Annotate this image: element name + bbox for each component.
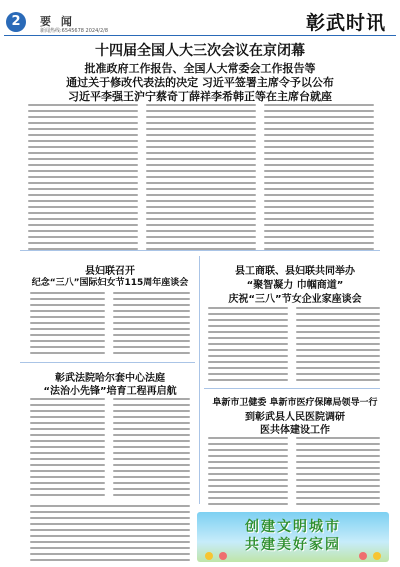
article-body [208,437,288,507]
article-divider [20,362,195,363]
article-title: 庆祝“三八”节女企业家座谈会 [228,294,362,305]
article-title: 纪念“三八”国际妇女节115周年座谈会 [31,278,189,288]
page-number: 2 [6,12,26,32]
newspaper-logo: 彰武时讯 [305,12,386,34]
lead-body-column [264,104,374,254]
article-body [113,292,190,362]
banner-line: 创建文明城市 [245,519,341,535]
article-body [30,505,190,563]
article-title: 县妇联召开 [85,266,135,277]
column-divider [199,256,200,504]
article-body [113,398,190,502]
lead-body-column [28,104,138,254]
flower-icon [359,552,367,560]
article-body [296,307,380,385]
masthead-rule [4,35,396,36]
section-divider [20,250,380,251]
civilization-banner [197,512,389,562]
banner-line: 共建美好家园 [245,537,341,553]
flower-icon [373,552,381,560]
flower-icon [219,552,227,560]
lead-body-column [146,104,256,254]
article-title: 县工商联、县妇联共同举办 [235,266,355,277]
masthead [0,0,400,34]
article-body [30,292,105,362]
flower-icon [205,552,213,560]
article-title: 彰武法院哈尔套中心法庭 [55,373,165,384]
article-title: 到彰武县人民医院调研 [245,412,345,423]
lead-subhead: 习近平李强王沪宁蔡奇丁薛祥李希韩正等在主席台就座 [68,90,332,103]
lead-subhead: 通过关于修改代表法的决定 习近平签署主席令予以公布 [66,76,334,89]
article-title: “法治小先锋”培育工程再启航 [43,386,177,397]
article-title: “聚智凝力 巾帼商道” [246,280,344,291]
article-body [296,437,380,507]
article-title: 阜新市卫健委 阜新市医疗保障局领导一行 [212,398,378,408]
lead-subhead: 批准政府工作报告、全国人大常委会工作报告等 [84,62,316,75]
article-title: 医共体建设工作 [260,425,330,436]
article-body [208,307,288,385]
masthead-meta: 新闻热线:6545678 2024/2/8 [40,28,108,34]
lead-headline: 十四届全国人大三次会议在京闭幕 [95,43,305,59]
section-name: 要 闻 [40,15,75,28]
article-body [30,398,105,502]
article-divider [204,388,380,389]
